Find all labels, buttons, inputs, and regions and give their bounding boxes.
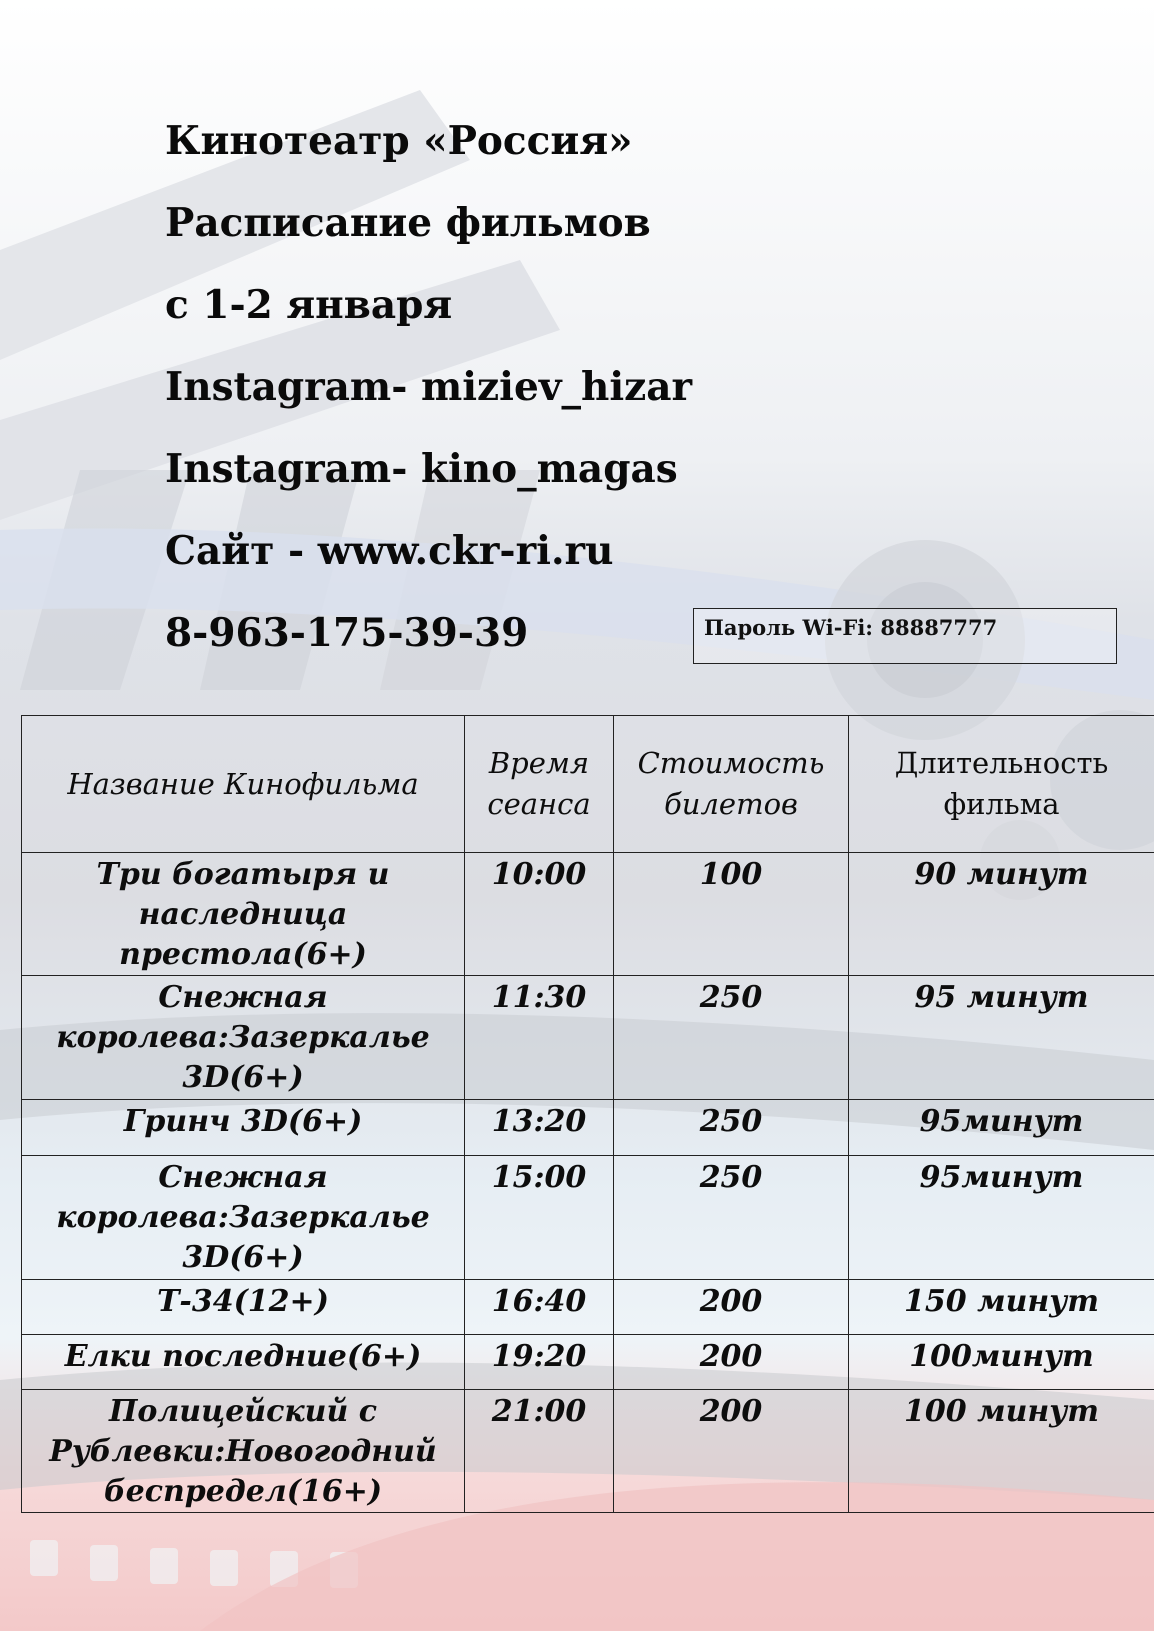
instagram-hizar: Instagram- miziev_hizar xyxy=(165,364,693,410)
table-row xyxy=(22,1335,1154,1390)
header-info xyxy=(165,100,692,674)
film-title: Елки последние(6+) xyxy=(22,1335,465,1390)
session-time: 13:20 xyxy=(465,1100,614,1156)
wifi-password-box: Пароль Wi-Fi: 88887777 xyxy=(693,608,1117,664)
session-time: 11:30 xyxy=(465,976,614,1100)
website: Сайт - www.ckr-ri.ru xyxy=(165,528,614,574)
session-time: 19:20 xyxy=(465,1335,614,1390)
table-row xyxy=(22,1390,1154,1513)
ticket-price: 250 xyxy=(614,1156,849,1280)
table-row xyxy=(22,1156,1154,1280)
ticket-price: 200 xyxy=(614,1280,849,1335)
table-row xyxy=(22,1100,1154,1156)
schedule-table xyxy=(21,715,1154,1513)
table-row xyxy=(22,976,1154,1100)
session-time: 21:00 xyxy=(465,1390,614,1513)
schedule-title: Расписание фильмов xyxy=(165,200,651,246)
film-title: Гринч 3D(6+) xyxy=(22,1100,465,1156)
film-title: Полицейский с Рублевки:Новогодний беспредел(16+) xyxy=(22,1390,465,1513)
ticket-price: 200 xyxy=(614,1390,849,1513)
table-row xyxy=(22,1280,1154,1335)
col-title-header: Название Кинофильма xyxy=(22,716,465,853)
film-duration: 95минут xyxy=(849,1100,1154,1156)
film-duration: 150 минут xyxy=(849,1280,1154,1335)
film-duration: 95 минут xyxy=(849,976,1154,1100)
col-price-header: Стоимость билетов xyxy=(614,716,849,853)
film-title: Снежная королева:Зазеркалье 3D(6+) xyxy=(22,976,465,1100)
film-title: Снежная королева:Зазеркалье 3D(6+) xyxy=(22,1156,465,1280)
session-time: 10:00 xyxy=(465,853,614,976)
film-duration: 100минут xyxy=(849,1335,1154,1390)
ticket-price: 250 xyxy=(614,1100,849,1156)
table-row xyxy=(22,853,1154,976)
ticket-price: 200 xyxy=(614,1335,849,1390)
session-time: 15:00 xyxy=(465,1156,614,1280)
instagram-kino: Instagram- kino_magas xyxy=(165,446,678,492)
ticket-price: 100 xyxy=(614,853,849,976)
cinema-name: Кинотеатр «Россия» xyxy=(165,118,633,164)
col-duration-header: Длительность фильма xyxy=(849,716,1154,853)
film-title: Т-34(12+) xyxy=(22,1280,465,1335)
table-header-row xyxy=(22,716,1154,853)
film-title: Три богатыря и наследница престола(6+) xyxy=(22,853,465,976)
phone-number: 8-963-175-39-39 xyxy=(165,610,529,656)
col-time-header: Время сеанса xyxy=(465,716,614,853)
film-duration: 100 минут xyxy=(849,1390,1154,1513)
ticket-price: 250 xyxy=(614,976,849,1100)
session-time: 16:40 xyxy=(465,1280,614,1335)
schedule-dates: с 1-2 января xyxy=(165,282,453,328)
film-duration: 90 минут xyxy=(849,853,1154,976)
film-duration: 95минут xyxy=(849,1156,1154,1280)
